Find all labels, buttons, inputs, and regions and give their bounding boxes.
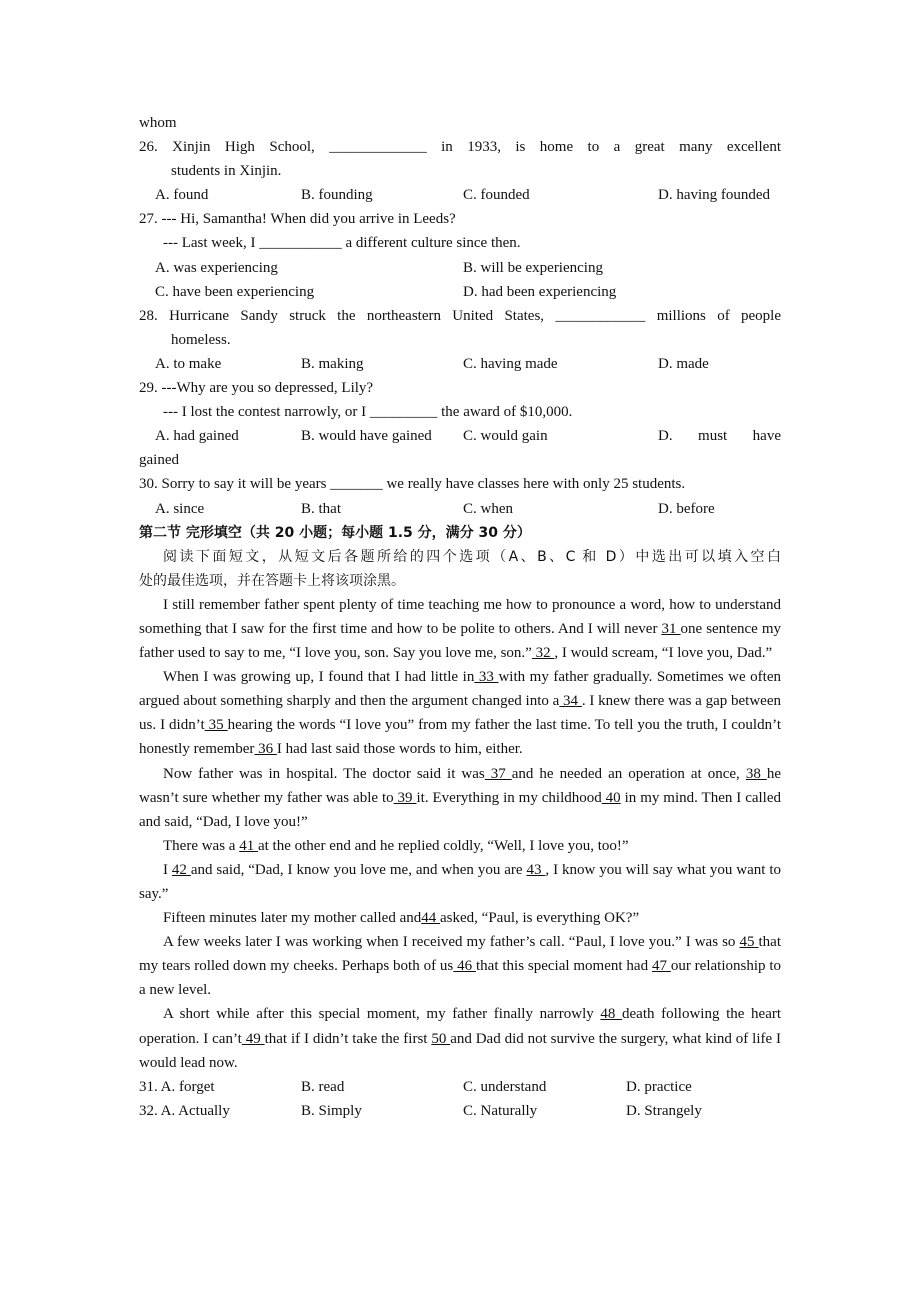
blank-50: 50 <box>431 1030 451 1047</box>
q29-option-a: A. had gained <box>155 428 239 445</box>
q30-options <box>139 497 781 521</box>
q27-option-d: D. had been experiencing <box>463 283 617 300</box>
blank-42: 42 <box>171 861 191 878</box>
blank-49: 49 <box>241 1030 265 1047</box>
q31-option-c: C. understand <box>463 1078 547 1095</box>
q29-options <box>139 424 781 448</box>
blank-32: 32 <box>531 645 555 662</box>
q30-stem: 30. Sorry to say it will be years _______ we really have classes here with only 25 students. <box>139 476 686 493</box>
q32-option-d: D. Strangely <box>626 1102 702 1119</box>
passage-paragraph-2: When I was growing up, I found that I had little in 33 with my father gradually. Sometimes we often argued about something sharply and then the argument changed into a 34 . I knew there was a gap between us. I didn’t 35 hearing the words “I love you” from my father the last time. To tell you the truth, I couldn’t honestly remember 36 I had last said those words to him, either. <box>139 669 782 758</box>
q26-option-b: B. founding <box>301 187 373 204</box>
blank-33: 33 <box>474 669 499 686</box>
q28-option-b: B. making <box>301 355 364 372</box>
exam-page <box>139 111 781 1123</box>
q29-stem-cont: --- I lost the contest narrowly, or I _________ the award of $10,000. <box>163 404 573 421</box>
q28-options <box>139 352 781 376</box>
q32-option-c: C. Naturally <box>463 1102 538 1119</box>
passage-paragraph-8: A short while after this special moment, my father finally narrowly 48 death following the heart operation. I can’t 49 that if I didn’t take the first 50 and Dad did not survive the surgery, what kind of life I would lead now. <box>139 1006 782 1071</box>
blank-37: 37 <box>484 765 512 782</box>
blank-31: 31 <box>661 620 681 637</box>
top-fragment: whom <box>139 115 177 131</box>
section-instruction: 阅读下面短文，从短文后各题所给的四个选项（A、B、C 和 D）中选出可以填入空白 <box>163 548 781 565</box>
q26-option-c: C. founded <box>463 187 530 204</box>
passage-paragraph-7: A few weeks later I was working when I received my father’s call. “Paul, I love you.” I was so 45 that my tears rolled down my cheeks. Perhaps both of us 46 that this special moment had 47 our relationship to a new level. <box>139 934 782 999</box>
q30-option-c: C. when <box>463 500 513 517</box>
q30-option-d: D. before <box>658 500 715 517</box>
passage-paragraph-6: Fifteen minutes later my mother called and44 asked, “Paul, is everything OK?” <box>163 910 640 927</box>
blank-41: 41 <box>239 837 258 854</box>
q28-stem-cont: homeless. <box>171 331 231 348</box>
blank-47: 47 <box>651 958 671 975</box>
q28-option-a: A. to make <box>155 355 222 372</box>
q27-options-row1 <box>139 256 781 280</box>
blank-40: 40 <box>601 789 621 806</box>
blank-44: 44 <box>421 910 441 927</box>
q26-stem: 26. Xinjin High School, _____________ in 1933, is home to a great many excellent <box>139 139 781 156</box>
q27-stem-cont: --- Last week, I ___________ a different culture since then. <box>163 235 521 252</box>
q31-option-d: D. practice <box>626 1078 692 1095</box>
passage-paragraph-1: I still remember father spent plenty of time teaching me how to pronounce a word, how to understand something that I saw for the first time and how to be polite to others. And I will never 31 one sentence my father used to say to me, “I love you, son. Say you love me, son.” 32 , I would scream, “I love you, Dad.” <box>139 596 782 662</box>
blank-35: 35 <box>204 717 228 734</box>
q26-option-d: D. having founded <box>658 187 771 204</box>
passage-paragraph-5: I 42 and said, “Dad, I know you love me, and when you are 43 , I know you will say what you want to say.” <box>139 861 782 902</box>
q28-stem: 28. Hurricane Sandy struck the northeastern United States, ____________ millions of people <box>139 307 781 324</box>
q32-option-a: 32. A. Actually <box>139 1102 230 1119</box>
q27-option-c: C. have been experiencing <box>155 283 315 300</box>
q28-option-d: D. made <box>658 355 709 372</box>
q31-options <box>139 1075 781 1099</box>
q32-option-b: B. Simply <box>301 1102 362 1119</box>
q29-option-c: C. would gain <box>463 428 548 445</box>
blank-43: 43 <box>526 861 546 878</box>
q29-option-b: B. would have gained <box>301 428 432 445</box>
blank-46: 46 <box>453 958 476 975</box>
blank-39: 39 <box>393 789 417 806</box>
section-title: 第二节 完形填空（共 20 小题；每小题 1.5 分，满分 30 分） <box>139 524 531 541</box>
blank-45: 45 <box>739 934 759 951</box>
passage-paragraph-4: There was a 41 at the other end and he replied coldly, “Well, I love you, too!” <box>163 837 629 854</box>
q29-option-d: D. must have <box>658 428 781 445</box>
section-instruction-cont: 处的最佳选项，并在答题卡上将该项涂黑。 <box>139 572 405 589</box>
blank-36: 36 <box>254 741 277 758</box>
blank-38: 38 <box>745 765 767 782</box>
q30-option-a: A. since <box>155 500 205 517</box>
q32-options <box>139 1099 781 1123</box>
q31-option-b: B. read <box>301 1078 345 1095</box>
q26-stem-cont: students in Xinjin. <box>171 163 282 180</box>
passage-paragraph-3: Now father was in hospital. The doctor said it was 37 and he needed an operation at once, 38 he wasn’t sure whether my father was able to 39 it. Everything in my childhood 40 in my mind. Then I called and said, “Dad, I love you!” <box>139 765 782 830</box>
q26-options <box>139 183 781 207</box>
q29-stem: 29. ---Why are you so depressed, Lily? <box>139 380 374 397</box>
q27-option-b: B. will be experiencing <box>463 259 603 276</box>
q28-option-c: C. having made <box>463 355 558 372</box>
q29-option-d-wrap: gained <box>139 452 179 469</box>
q30-option-b: B. that <box>301 500 341 517</box>
blank-34: 34 <box>559 693 582 710</box>
q31-option-a: 31. A. forget <box>139 1078 215 1095</box>
q27-stem: 27. --- Hi, Samantha! When did you arrive in Leeds? <box>139 211 456 228</box>
q27-option-a: A. was experiencing <box>155 259 278 276</box>
q26-option-a: A. found <box>155 187 209 204</box>
blank-48: 48 <box>600 1006 623 1023</box>
q27-options-row2 <box>139 280 781 304</box>
